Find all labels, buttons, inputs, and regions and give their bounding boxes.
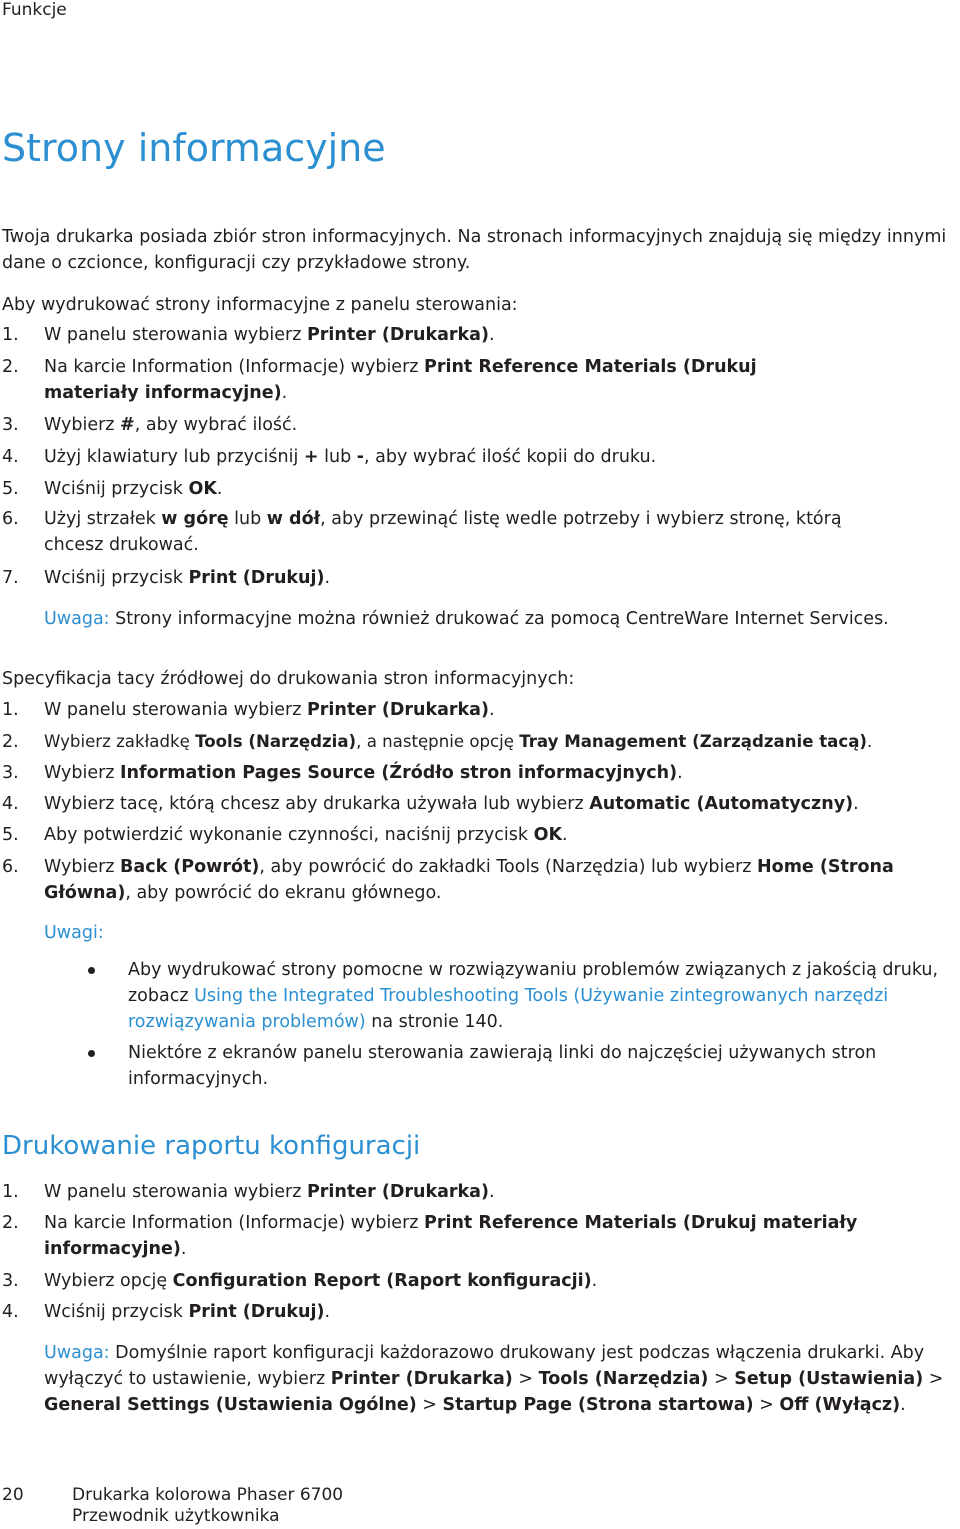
list-item: 2. Na karcie Information (Informacje) wybierz Print Reference Materials (Drukuj materiały informacyjne). [2, 354, 960, 406]
page-number: 20 [2, 1485, 24, 1505]
step-number: 3. [2, 1271, 19, 1291]
list-item: 5. Wciśnij przycisk OK. [2, 476, 960, 502]
intro-paragraph: Twoja drukarka posiada zbiór stron informacyjnych. Na stronach informacyjnych znajdują się między innymi dane o czcionce, konfiguracji czy przykładowe strony. [2, 227, 947, 273]
list-item: 4. Wybierz tacę, którą chcesz aby drukarka używała lub wybierz Automatic (Automatyczny). [2, 791, 960, 817]
list-item: 3. Wybierz opcję Configuration Report (Raport konfiguracji). [2, 1268, 960, 1294]
note-label: Uwaga: [44, 609, 110, 629]
step-number: 4. [2, 447, 19, 467]
note-label: Uwaga: [44, 1343, 110, 1363]
footer-product: Drukarka kolorowa Phaser 6700 [72, 1485, 344, 1505]
step-number: 1. [2, 700, 19, 720]
list-item: 3. Wybierz #, aby wybrać ilość. [2, 412, 960, 438]
list-item: 1. W panelu sterowania wybierz Printer (Drukarka). [2, 322, 960, 348]
step-number: 3. [2, 415, 19, 435]
step-number: 6. [2, 509, 19, 529]
section-heading: Drukowanie raportu konfiguracji [2, 1131, 421, 1161]
running-header: Funkcje [2, 0, 67, 20]
list-item: 2. Na karcie Information (Informacje) wybierz Print Reference Materials (Drukuj materiały informacyjne). [2, 1210, 960, 1262]
list-item: 5. Aby potwierdzić wykonanie czynności, naciśnij przycisk OK. [2, 822, 960, 848]
notes-label: Uwagi: [44, 923, 104, 943]
troubleshooting-link[interactable]: Using the Integrated Troubleshooting Tools (Używanie zintegrowanych narzędzi rozwiązywania problemów) [128, 986, 889, 1032]
list-item: Niektóre z ekranów panelu sterowania zawierają linki do najczęściej używanych stron informacyjnych. [88, 1040, 960, 1092]
note: Uwaga: Domyślnie raport konfiguracji każdorazowo drukowany jest podczas włączenia drukarki. Aby wyłączyć to ustawienie, wybierz Printer (Drukarka) > Tools (Narzędzia) > Setup (Ustawienia) > General Settings (Ustawienia Ogólne) > Startup Page (Strona startowa) > Off (Wyłącz). [44, 1343, 944, 1415]
list-item: 4. Użyj klawiatury lub przyciśnij + lub -, aby wybrać ilość kopii do druku. [2, 444, 960, 470]
step-number: 2. [2, 1213, 19, 1233]
list-item: 6. Użyj strzałek w górę lub w dół, aby przewinąć listę wedle potrzeby i wybierz stronę, którą chcesz drukować. [2, 506, 960, 558]
bullet-icon [88, 1050, 95, 1057]
step-number: 7. [2, 568, 19, 588]
bullet-icon [88, 967, 95, 974]
list-item: 1. W panelu sterowania wybierz Printer (Drukarka). [2, 697, 960, 723]
list-item: 4. Wciśnij przycisk Print (Drukuj). [2, 1299, 960, 1325]
step-number: 6. [2, 857, 19, 877]
step-number: 2. [2, 732, 19, 752]
list-item: 2. Wybierz zakładkę Tools (Narzędzia), a następnie opcję Tray Management (Zarządzanie tacą). [2, 729, 960, 755]
print-intro: Aby wydrukować strony informacyjne z panelu sterowania: [2, 295, 518, 315]
tray-intro: Specyfikacja tacy źródłowej do drukowania stron informacyjnych: [2, 669, 575, 689]
list-item: 6. Wybierz Back (Powrót), aby powrócić do zakładki Tools (Narzędzia) lub wybierz Home (Strona Główna), aby powrócić do ekranu głównego. [2, 854, 960, 906]
step-number: 5. [2, 479, 19, 499]
step-number: 2. [2, 357, 19, 377]
step-number: 1. [2, 325, 19, 345]
list-item: 3. Wybierz Information Pages Source (Źródło stron informacyjnych). [2, 760, 960, 786]
step-number: 1. [2, 1182, 19, 1202]
page-title: Strony informacyjne [2, 126, 386, 170]
step-number: 3. [2, 763, 19, 783]
list-item: 7. Wciśnij przycisk Print (Drukuj). [2, 565, 960, 591]
step-number: 5. [2, 825, 19, 845]
note: Uwaga: Strony informacyjne można również drukować za pomocą CentreWare Internet Services. [44, 609, 889, 629]
list-item: 1. W panelu sterowania wybierz Printer (Drukarka). [2, 1179, 960, 1205]
list-item: Aby wydrukować strony pomocne w rozwiązywaniu problemów związanych z jakością druku, zobacz Using the Integrated Troubleshooting Tools (Używanie zintegrowanych narzędzi rozwiązywania problemów) na stronie 140. [88, 957, 960, 1035]
step-number: 4. [2, 1302, 19, 1322]
footer-guide: Przewodnik użytkownika [72, 1506, 280, 1526]
step-number: 4. [2, 794, 19, 814]
